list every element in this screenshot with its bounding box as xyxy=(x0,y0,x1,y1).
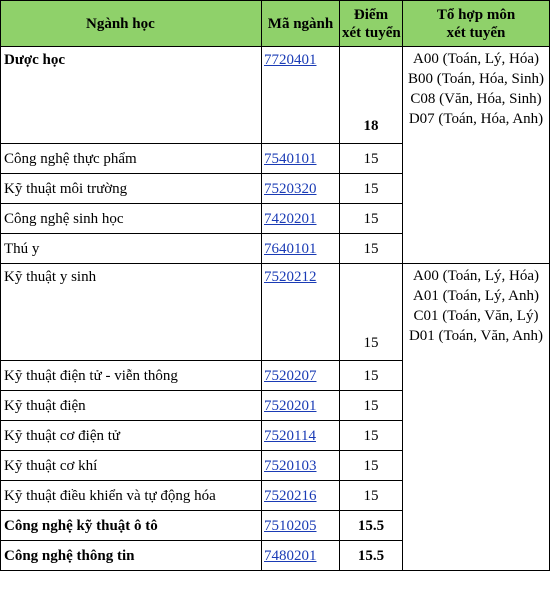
major-name: Công nghệ thực phẩm xyxy=(1,144,262,174)
admission-score: 15 xyxy=(340,451,403,481)
subject-combo: C01 (Toán, Văn, Lý) xyxy=(413,308,539,324)
major-code-link[interactable]: 7480201 xyxy=(264,547,317,564)
major-name: Kỹ thuật y sinh xyxy=(1,264,262,361)
admission-score: 15.5 xyxy=(340,541,403,571)
major-code-cell xyxy=(262,451,340,481)
major-name: Công nghệ thông tin xyxy=(1,541,262,571)
table-row xyxy=(1,47,550,144)
table-header-row xyxy=(1,1,550,47)
major-code-cell xyxy=(262,421,340,451)
major-code-link[interactable]: 7420201 xyxy=(264,210,317,227)
admission-score: 15 xyxy=(340,234,403,264)
major-code-link[interactable]: 7510205 xyxy=(264,517,317,534)
header-combo-line1: Tổ hợp môn xyxy=(436,6,516,23)
major-name: Công nghệ sinh học xyxy=(1,204,262,234)
major-code-link[interactable]: 7640101 xyxy=(264,240,317,257)
major-code-cell xyxy=(262,361,340,391)
admission-score: 15 xyxy=(340,391,403,421)
major-name: Kỹ thuật cơ khí xyxy=(1,451,262,481)
header-major: Ngành học xyxy=(1,1,262,47)
major-code-link[interactable]: 7520201 xyxy=(264,397,317,414)
major-name: Kỹ thuật điện xyxy=(1,391,262,421)
header-score-line2: xét tuyển xyxy=(342,24,401,41)
header-score xyxy=(340,1,403,47)
major-code-link[interactable]: 7540101 xyxy=(264,150,317,167)
subject-combo: A00 (Toán, Lý, Hóa) xyxy=(413,268,539,284)
admission-score: 15 xyxy=(340,264,403,361)
admission-score: 15 xyxy=(340,481,403,511)
admission-score: 18 xyxy=(340,47,403,144)
major-name: Kỹ thuật điều khiển và tự động hóa xyxy=(1,481,262,511)
major-code-cell xyxy=(262,174,340,204)
major-code-cell xyxy=(262,47,340,144)
major-name: Dược học xyxy=(1,47,262,144)
subject-combos xyxy=(403,264,550,571)
header-combo-line2: xét tuyển xyxy=(446,24,506,41)
major-code-link[interactable]: 7520114 xyxy=(264,427,316,444)
major-name: Kỹ thuật điện tử - viễn thông xyxy=(1,361,262,391)
admission-score: 15 xyxy=(340,361,403,391)
admission-score: 15 xyxy=(340,174,403,204)
major-code-link[interactable]: 7520216 xyxy=(264,487,317,504)
major-name: Công nghệ kỹ thuật ô tô xyxy=(1,511,262,541)
major-code-cell xyxy=(262,264,340,361)
header-combo xyxy=(403,1,550,47)
major-code-link[interactable]: 7520207 xyxy=(264,367,317,384)
subject-combo: D07 (Toán, Hóa, Anh) xyxy=(408,111,544,127)
major-code-cell xyxy=(262,541,340,571)
header-score-line1: Điểm xyxy=(353,6,389,23)
subject-combo: A01 (Toán, Lý, Anh) xyxy=(412,288,539,304)
major-code-link[interactable]: 7720401 xyxy=(264,52,317,68)
major-code-cell xyxy=(262,391,340,421)
major-code-cell xyxy=(262,511,340,541)
subject-combos xyxy=(403,47,550,264)
major-code-link[interactable]: 7520320 xyxy=(264,180,317,197)
subject-combo: C08 (Văn, Hóa, Sinh) xyxy=(410,91,542,107)
major-code-link[interactable]: 7520103 xyxy=(264,457,317,474)
major-name: Kỹ thuật môi trường xyxy=(1,174,262,204)
admission-score: 15 xyxy=(340,144,403,174)
admission-score: 15.5 xyxy=(340,511,403,541)
subject-combo: A00 (Toán, Lý, Hóa) xyxy=(413,51,539,67)
major-code-cell xyxy=(262,144,340,174)
subject-combo: B00 (Toán, Hóa, Sinh) xyxy=(407,71,545,87)
admission-score: 15 xyxy=(340,204,403,234)
major-code-cell xyxy=(262,234,340,264)
subject-combo: D01 (Toán, Văn, Anh) xyxy=(408,328,544,344)
header-code: Mã ngành xyxy=(262,1,340,47)
major-code-cell xyxy=(262,204,340,234)
admission-score: 15 xyxy=(340,421,403,451)
table-row xyxy=(1,264,550,361)
major-code-cell xyxy=(262,481,340,511)
major-name: Thú y xyxy=(1,234,262,264)
major-code-link[interactable]: 7520212 xyxy=(264,269,317,285)
major-name: Kỹ thuật cơ điện tử xyxy=(1,421,262,451)
